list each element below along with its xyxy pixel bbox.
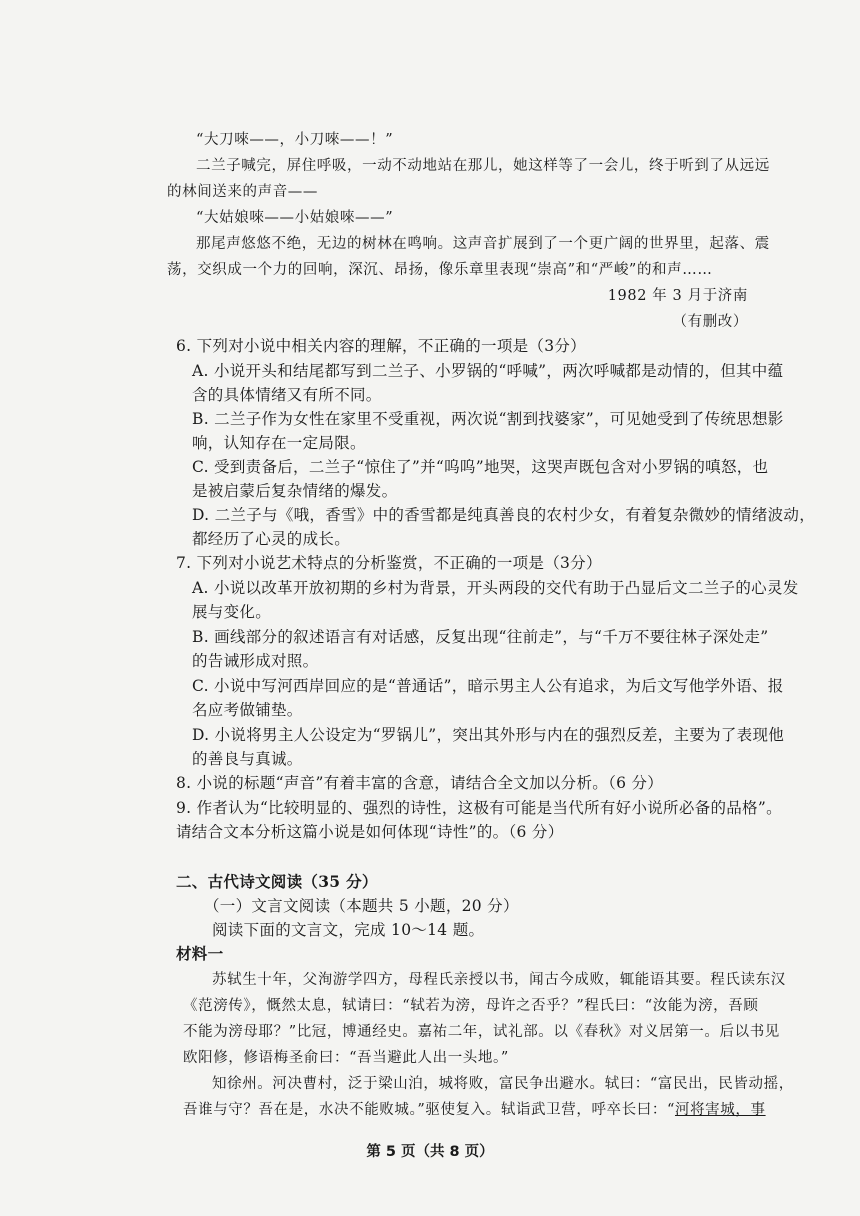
story-line: 那尾声悠悠不绝，无边的树林在鸣响。这声音扩展到了一个更广阔的世界里，起落、震 [196, 236, 770, 252]
material-label: 材料一 [176, 944, 224, 963]
story-line: 的林间送来的声音—— [167, 184, 318, 200]
question-8: 8. 小说的标题“声音”有着丰富的含意，请结合全文加以分析。（6 分） [176, 774, 664, 792]
option-6d-cont: 都经历了心灵的成长。 [192, 530, 351, 548]
passage-line: 苏轼生十年，父洵游学四方，母程氏亲授以书，闻古今成败，辄能语其要。程氏读东汉 [212, 972, 786, 988]
underlined-text: 河将害城，事 [674, 1102, 766, 1118]
option-6a: A. 小说开头和结尾都写到二兰子、小罗锅的“呼喊”，两次呼喊都是动情的，但其中蕴 [192, 362, 784, 380]
option-6c-cont: 是被启蒙后复杂情绪的爆发。 [192, 482, 398, 500]
option-6d: D. 二兰子与《哦，香雪》中的香雪都是纯真善良的农村少女，有着复杂微妙的情绪波动， [192, 506, 816, 524]
option-6c: C. 受到责备后，二兰子“惊住了”并“呜呜”地哭，这哭声既包含对小罗锅的嗔怒，也 [192, 458, 769, 476]
question-9: 9. 作者认为“比较明显的、强烈的诗性，这极有可能是当代所有好小说所必备的品格”。 [176, 799, 782, 817]
story-line: “大姑娘唻——小姑娘唻——” [196, 210, 394, 226]
option-7b-cont: 的告诫形成对照。 [192, 652, 319, 670]
option-7a-cont: 展与变化。 [192, 603, 272, 621]
question-7-stem: 7. 下列对小说艺术特点的分析鉴赏，不正确的一项是（3分） [176, 554, 602, 572]
option-7c-cont: 名应考做铺垫。 [192, 701, 303, 719]
story-date: 1982 年 3 月于济南 [607, 288, 748, 304]
question-9-cont: 请结合文本分析这篇小说是如何体现“诗性”的。（6 分） [176, 823, 564, 841]
story-line: 荡，交织成一个力的回响，深沉、昂扬，像乐章里表现“崇高”和“严峻”的和声…… [167, 262, 713, 278]
instruction: 阅读下面的文言文，完成 10～14 题。 [212, 921, 485, 939]
option-7d: D. 小说将男主人公设定为“罗锅儿”，突出其外形与内在的强烈反差，主要为了表现他 [192, 726, 785, 744]
option-7c: C. 小说中写河西岸回应的是“普通话”，暗示男主人公有追求，为后文写他学外语、报 [192, 677, 784, 695]
story-line: 二兰子喊完，屏住呼吸，一动不动地站在那儿，她这样等了一会儿，终于听到了从远远 [196, 158, 770, 174]
option-6b-cont: 响，认知存在一定局限。 [192, 434, 366, 452]
option-7d-cont: 的善良与真诚。 [192, 750, 303, 768]
option-6b: B. 二兰子作为女性在家里不受重视，两次说“割到找婆家”，可见她受到了传统思想影 [192, 410, 784, 428]
passage-text: 吾谁与守？吾在是，水决不能败城。”驱使复入。轼诣武卫营，呼卒长曰：“ [183, 1102, 675, 1118]
question-6-stem: 6. 下列对小说中相关内容的理解，不正确的一项是（3分） [176, 337, 586, 355]
option-7a: A. 小说以改革开放初期的乡村为背景，开头两段的交代有助于凸显后文二兰子的心灵发 [192, 579, 799, 597]
passage-line: 欧阳修，修语梅圣俞曰：“吾当避此人出一头地。” [183, 1050, 509, 1066]
section-title: 二、古代诗文阅读（35 分） [176, 872, 378, 891]
subsection-title: （一）文言文阅读（本题共 5 小题，20 分） [204, 897, 519, 915]
passage-line [183, 1100, 766, 1120]
option-7b: B. 画线部分的叙述语言有对话感，反复出现“往前走”，与“千万不要往林子深处走” [192, 628, 769, 646]
story-note: （有删改） [672, 314, 748, 330]
story-line: “大刀唻——，小刀唻——！” [196, 132, 394, 148]
passage-line: 不能为滂母耶？”比冠，博通经史。嘉祐二年，试礼部。以《春秋》对义居第一。后以书见 [183, 1024, 780, 1040]
option-6a-cont: 含的具体情绪又有所不同。 [192, 386, 382, 404]
passage-line: 知徐州。河决曹村，泛于梁山泊，城将败，富民争出避水。轼曰：“富民出，民皆动摇， [212, 1076, 794, 1092]
page-number: 第 5 页（共 8 页） [366, 1144, 494, 1160]
passage-line: 《范滂传》，慨然太息，轼请曰：“轼若为滂，母许之否乎？”程氏曰：“汝能为滂，吾顾 [183, 998, 759, 1014]
